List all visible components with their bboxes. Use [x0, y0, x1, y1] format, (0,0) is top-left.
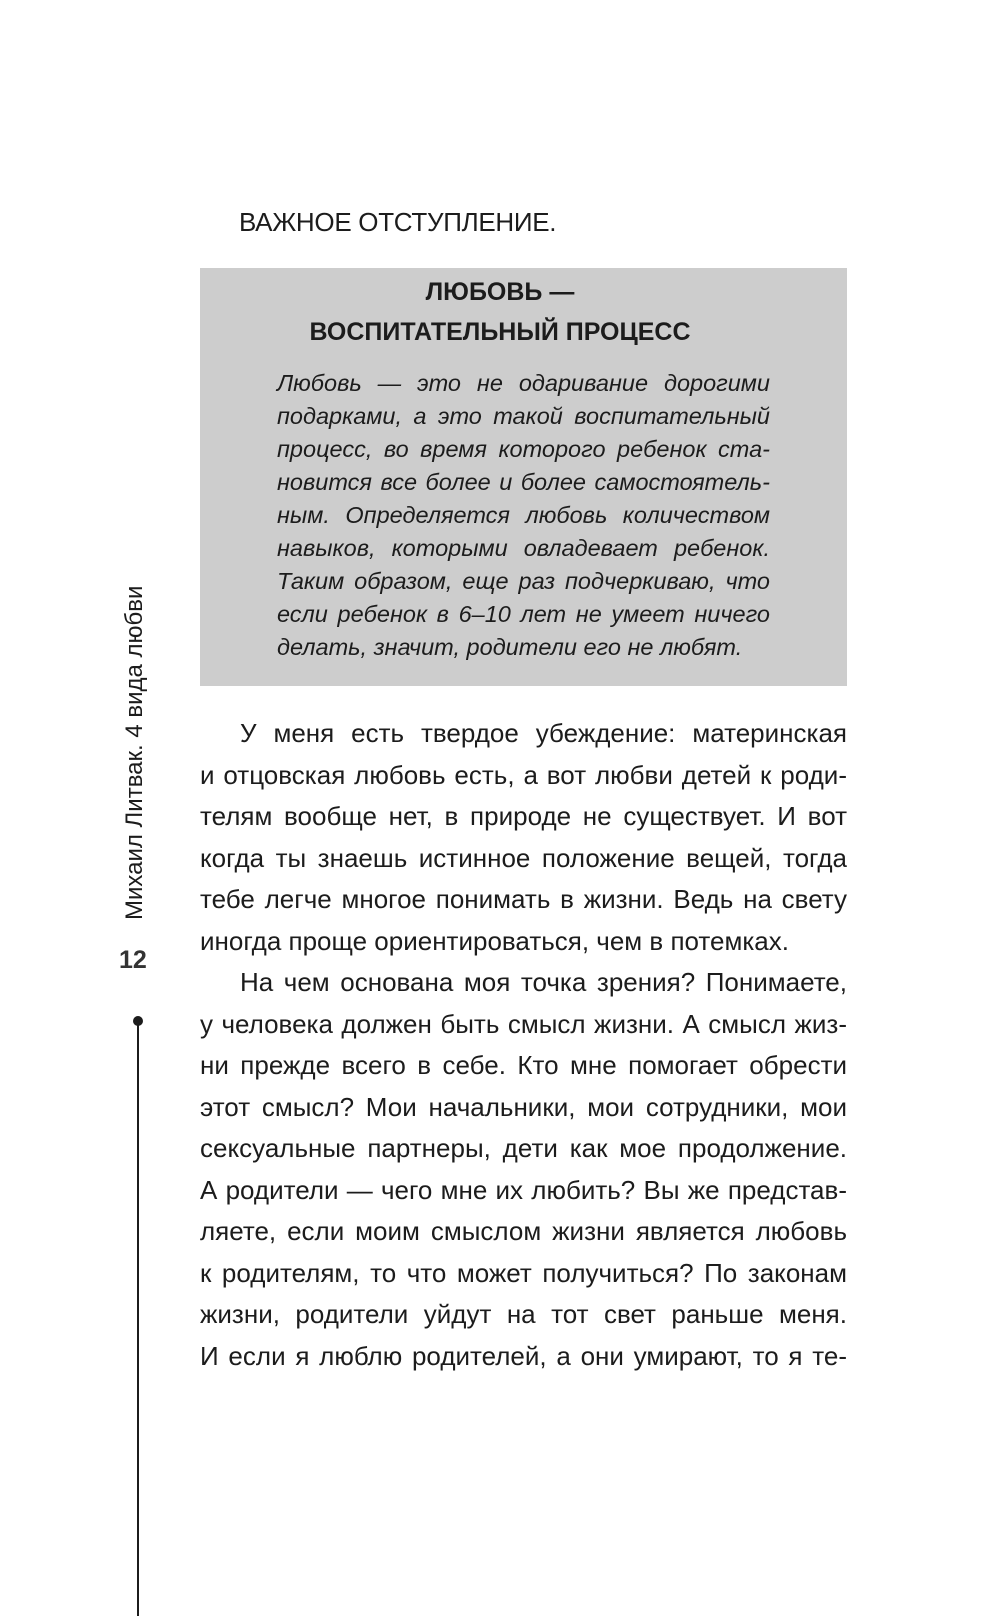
paragraph-1-line: и отцовская любовь есть, а вот любви детей к роди- — [200, 759, 847, 790]
running-head: Михаил Литвак. 4 вида любви — [121, 585, 148, 920]
callout-line: навыков, которыми овладевает ребенок. — [277, 535, 770, 561]
callout-title-line-1: ЛЮБОВЬ — — [425, 278, 575, 306]
callout-line: если ребенок в 6–10 лет не умеет ничего — [277, 601, 770, 627]
callout-body — [277, 367, 770, 664]
page-number: 12 — [119, 946, 147, 974]
main-text — [200, 713, 847, 1377]
callout-line: ным. Определяется любовь количеством — [277, 502, 770, 528]
callout-title — [0, 272, 1000, 352]
paragraph-1-line: У меня есть твердое убеждение: материнская — [240, 718, 847, 748]
callout-line: Таким образом, еще раз подчеркиваю, что — [277, 568, 770, 594]
paragraph-1-line: тебе легче многое понимать в жизни. Ведь на свету — [200, 884, 847, 914]
paragraph-2-line: ни прежде всего в себе. Кто мне помогает обрести — [200, 1050, 847, 1080]
paragraph-2-line: А родители — чего мне их любить? Вы же представ- — [200, 1174, 847, 1205]
callout-line: подарками, а это такой воспитательный — [277, 403, 770, 429]
callout-title-line-2: ВОСПИТАТЕЛЬНЫЙ ПРОЦЕСС — [309, 318, 691, 346]
callout-line: новится все более и более самостоятель- — [277, 469, 770, 495]
paragraph-2-line: сексуальные партнеры, дети как мое продолжение. — [200, 1133, 847, 1163]
callout-line: процесс, во время которого ребенок ста- — [277, 436, 770, 462]
callout-line: Любовь — это не одаривание дорогими — [277, 370, 770, 396]
callout-line: делать, значит, родители его не любят. — [277, 634, 743, 660]
paragraph-2-line: жизни, родители уйдут на тот свет раньше меня. — [200, 1299, 847, 1329]
paragraph-2-line: к родителям, то что может получиться? По законам — [200, 1257, 847, 1288]
paragraph-1-line: иногда проще ориентироваться, чем в потемках. — [200, 925, 789, 956]
paragraph-1-line: когда ты знаешь истинное положение вещей, тогда — [200, 842, 847, 873]
paragraph-2-line: ляете, если моим смыслом жизни является любовь — [200, 1216, 847, 1246]
paragraph-2-line: И если я люблю родителей, а они умирают, то я те- — [200, 1340, 847, 1371]
section-heading: ВАЖНОЕ ОТСТУПЛЕНИЕ. — [239, 207, 557, 237]
paragraph-2-line: этот смысл? Мои начальники, мои сотрудники, мои — [200, 1091, 847, 1122]
paragraph-2-line: На чем основана моя точка зрения? Понимаете, — [240, 967, 847, 997]
margin-rule — [137, 1023, 139, 1616]
paragraph-1-line: телям вообще нет, в природе не существует. И вот — [200, 801, 847, 831]
paragraph-2-line: у человека должен быть смысл жизни. А смысл жиз- — [200, 1008, 847, 1039]
